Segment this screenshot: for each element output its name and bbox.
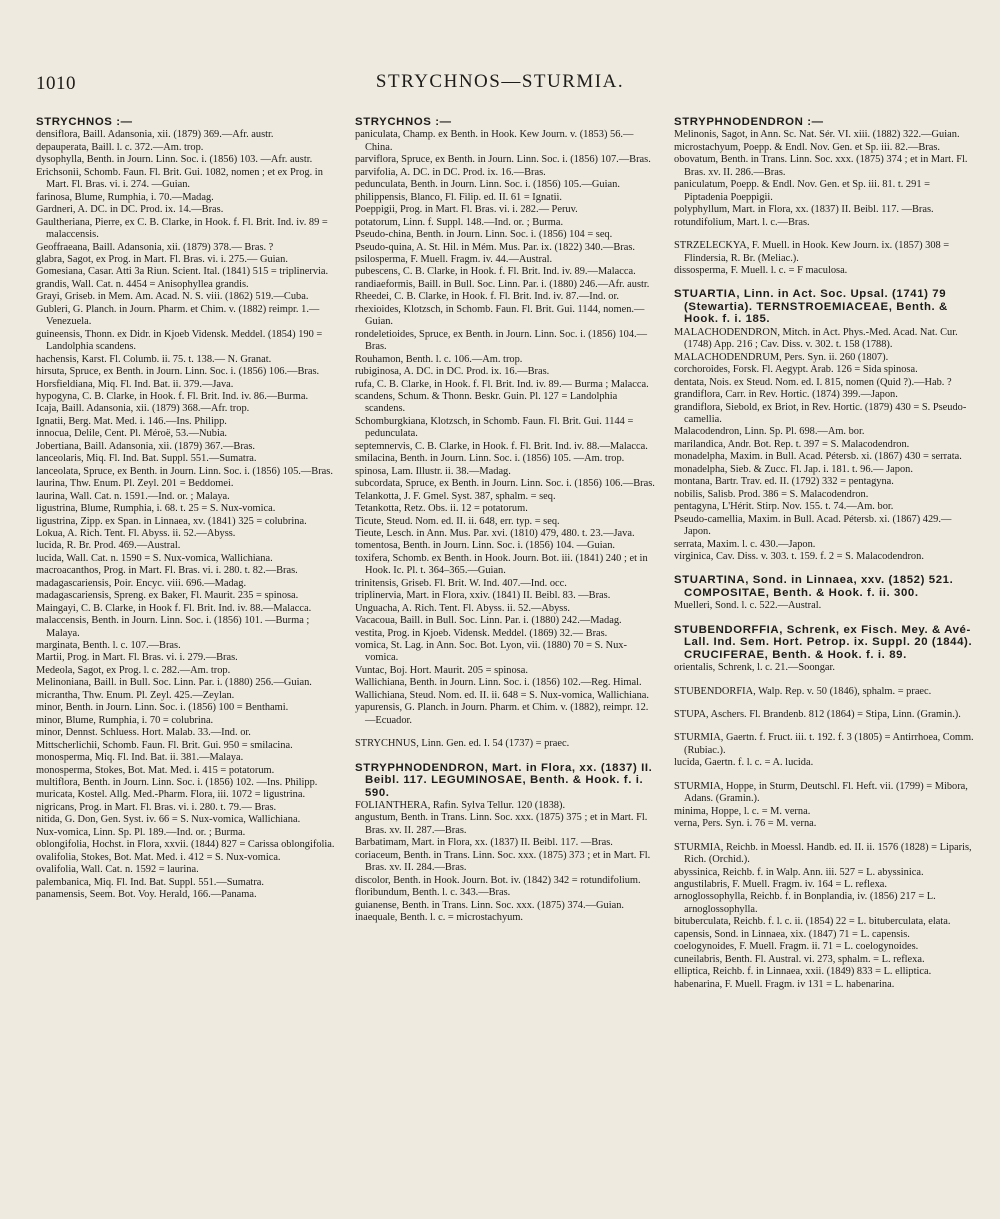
index-entry: STRZELECKYA, F. Muell. in Hook. Kew Journ. ix. (1857) 308 = Flindersia, R. Br. (Meliac.). [674,240,950,264]
index-entry: inaequale, Benth. l. c. = microstachyum. [355,912,524,924]
index-entry: lanceolaris, Miq. Fl. Ind. Bat. Suppl. 551.—Sumatra. [36,453,257,465]
index-entry: Schomburgkiana, Klotzsch, in Schomb. Faun. Fl. Brit. Gui. 1144 = pedunculata. [355,415,634,440]
index-entry: monosperma, Stokes, Bot. Mat. Med. i. 415 = potatorum. [36,764,275,776]
genus-heading: STUARTINA, Sond. in Linnaea, xxv. (1852) 521. COMPOSITAE, Benth. & Hook. f. ii. 300. [674,574,954,599]
index-entry: nigricans, Prog. in Mart. Fl. Bras. vi. i. 280. t. 79.— Bras. [36,801,277,813]
index-entry: palembanica, Miq. Fl. Ind. Bat. Suppl. 551.—Sumatra. [36,876,264,888]
index-entry: Gardneri, A. DC. in DC. Prod. ix. 14.—Bras. [36,204,224,216]
genus-heading: STUBENDORFFIA, Schrenk, ex Fisch. Mey. & Avé-Lall. Ind. Sem. Hort. Petrop. ix. Suppl. 20 (1844). CRUCIFERAE, Benth. & Hook. f. i. 89. [674,623,973,661]
index-entry: panamensis, Seem. Bot. Voy. Herald, 166.—Panama. [36,889,257,901]
index-entry: paniculatum, Poepp. & Endl. Nov. Gen. et Sp. iii. 81. t. 291 = Piptadenia Poeppigii. [674,179,930,203]
index-entry: STRYCHNUS, Linn. Gen. ed. I. 54 (1737) = praec. [355,738,570,750]
index-entry: marilandica, Andr. Bot. Rep. t. 397 = S. Malacodendron. [674,438,910,450]
entry-gap [674,721,976,732]
index-entry: minima, Hoppe, l. c. = M. verna. [674,805,811,817]
index-entry: minor, Benth. in Journ. Linn. Soc. i. (1856) 100 = Benthami. [36,702,289,714]
index-entry: Icaja, Baill. Adansonia, xii. (1879) 368.—Afr. trop. [36,403,250,415]
index-entry: STURMIA, Hoppe, in Sturm, Deutschl. Fl. Heft. vii. (1799) = Mibora, Adans. (Gramin.). [674,780,968,805]
index-entry: paniculata, Champ. ex Benth. in Hook. Kew Journ. v. (1853) 56.—China. [355,129,634,153]
index-entry: Ticute, Steud. Nom. ed. II. ii. 648, err. typ. = seq. [355,515,560,527]
index-entry: Maingayi, C. B. Clarke, in Hook f. Fl. Brit. Ind. iv. 88.—Malacca. [36,602,312,614]
index-entry: vestita, Prog. in Kjoeb. Vidensk. Meddel. (1869) 32.— Bras. [355,627,608,639]
entry-gap [674,563,976,574]
index-entry: Barbatimam, Mart. in Flora, xx. (1837) II. Beibl. 117. —Bras. [355,837,613,849]
index-entry: grandiflora, Carr. in Rev. Hortic. (1874) 399.—Japon. [674,389,898,401]
index-entry: grandis, Wall. Cat. n. 4454 = Anisophyllea grandis. [36,278,249,290]
index-entry: STUPA, Aschers. Fl. Brandenb. 812 (1864) = Stipa, Linn. (Gramin.). [674,709,961,721]
index-entry: lucida, Wall. Cat. n. 1590 = S. Nux-vomica, Wallichiana. [36,552,273,564]
index-entry: psilosperma, F. Muell. Fragm. iv. 44.—Austral. [355,253,553,265]
index-entry: pubescens, C. B. Clarke, in Hook. f. Fl. Brit. Ind. iv. 89.—Malacca. [355,266,636,278]
index-entry: dysophylla, Benth. in Journ. Linn. Soc. i. (1856) 103. —Afr. austr. [36,154,313,166]
index-entry: angustilabris, F. Muell. Fragm. iv. 164 = L. reflexa. [674,879,887,891]
index-entry: minor, Blume, Rumphia, i. 70 = colubrina. [36,714,214,726]
index-entry: floribundum, Benth. l. c. 343.—Bras. [355,887,511,899]
index-entry: angustum, Benth. in Trans. Linn. Soc. xxx. (1875) 375 ; et in Mart. Fl. Bras. xv. II. 287.—Bras. [355,812,648,836]
index-entry: malaccensis, Benth. in Journ. Linn. Soc. i. (1856) 101. —Burma ; Malaya. [36,615,310,639]
index-entry: vomica, St. Lag. in Ann. Soc. Bot. Lyon, vii. (1880) 70 = S. Nux-vomica. [355,640,627,664]
index-entry: lucida, Gaertn. f. l. c. = A. lucida. [674,757,814,769]
index-entry: Rouhamon, Benth. l. c. 106.—Am. trop. [355,353,523,365]
entry-gap [674,675,976,686]
index-entry: scandens, Schum. & Thonn. Beskr. Guin. Pl. 127 = Landolphia scandens. [355,390,618,415]
index-entry: Melinonis, Sagot, in Ann. Sc. Nat. Sér. VI. xiii. (1882) 322.—Guian. [674,129,960,141]
index-entry: philippensis, Blanco, Fl. Filip. ed. II. 61 = Ignatii. [355,191,563,203]
index-entry: Pseudo-quina, A. St. Hil. in Mém. Mus. Par. ix. (1822) 340.—Bras. [355,241,635,253]
index-entry: MALACHODENDRUM, Pers. Syn. ii. 260 (1807). [674,351,889,363]
index-entry: grandiflora, Siebold, ex Briot, in Rev. Hortic. (1879) 430 = S. Pseudo-camellia. [674,401,967,425]
index-entry: septemnervis, C. B. Clarke, in Hook. f. Fl. Brit. Ind. iv. 88.—Malacca. [355,440,648,452]
index-entry: tomentosa, Benth. in Journ. Linn. Soc. i. (1856) 104. —Guian. [355,540,616,552]
index-entry: laurina, Wall. Cat. n. 1591.—Ind. or. ; Malaya. [36,490,230,502]
index-entry: smilacina, Benth. in Journ. Linn. Soc. i. (1856) 105. —Am. trop. [355,453,625,465]
column-3 [674,116,976,991]
index-entry: multiflora, Benth. in Journ. Linn. Soc. i. (1856) 102. —Ins. Philipp. [36,777,318,789]
index-entry: cuneilabris, Benth. Fl. Austral. vi. 273, sphalm. = L. reflexa. [674,953,925,965]
index-entry: guianense, Benth. in Trans. Linn. Soc. xxx. (1875) 374.—Guian. [355,899,624,911]
column-1 [36,116,338,902]
genus-heading: STRYCHNOS :— [36,116,133,128]
index-entry: STURMIA, Gaertn. f. Fruct. iii. t. 192. f. 3 (1805) = Antirrhoea, Comm. (Rubiac.). [674,732,974,756]
index-entry: minor, Dennst. Schluess. Hort. Malab. 33.—Ind. or. [36,727,251,739]
genus-heading: STRYPHNODENDRON :— [674,116,824,128]
genus-heading: STUARTIA, Linn. in Act. Soc. Upsal. (1741) 79 (Stewartia). TERNSTROEMIACEAE, Benth. & Hook. f. i. 185. [674,288,948,326]
index-entry: glabra, Sagot, ex Prog. in Mart. Fl. Bras. vi. i. 275.— Guian. [36,253,288,265]
index-entry: hirsuta, Spruce, ex Benth. in Journ. Linn. Soc. i. (1856) 106.—Bras. [36,366,320,378]
index-entry: triplinervia, Mart. in Flora, xxiv. (1841) II. Beibl. 83. —Bras. [355,590,611,602]
index-entry: Gaultheriana, Pierre, ex C. B. Clarke, in Hook. f. Fl. Brit. Ind. iv. 89 = malaccensis. [36,216,328,241]
index-entry: ovalifolia, Wall. Cat. n. 1592 = laurina. [36,864,199,876]
index-entry: STUBENDORFIA, Walp. Rep. v. 50 (1846), sphalm. = praec. [674,685,932,697]
index-entry: Jobertiana, Baill. Adansonia, xii. (1879) 367.—Bras. [36,440,256,452]
index-entry: marginata, Benth. l. c. 107.—Bras. [36,640,181,652]
index-entry: Tieute, Lesch. in Ann. Mus. Par. xvi. (1810) 479, 480. t. 23.—Java. [355,527,635,539]
index-entry: Poeppigii, Prog. in Mart. Fl. Bras. vi. i. 282.— Peruv. [355,204,578,216]
entry-gap [674,277,976,288]
index-entry: STURMIA, Reichb. in Moessl. Handb. ed. II. ii. 1576 (1828) = Liparis, Rich. (Orchid.). [674,841,972,866]
index-entry: pedunculata, Benth. in Journ. Linn. Soc. i. (1856) 105.—Guian. [355,179,620,191]
index-entry: madagascariensis, Poir. Encyc. viii. 696.—Madag. [36,577,247,589]
index-entry: orientalis, Schrenk, l. c. 21.—Soongar. [674,662,836,674]
index-entry: habenarina, F. Muell. Fragm. iv 131 = L. habenarina. [674,978,895,990]
index-entry: Rheedei, C. B. Clarke, in Hook. f. Fl. Brit. Ind. iv. 87.—Ind. or. [355,291,619,303]
index-entry: rufa, C. B. Clarke, in Hook. f. Fl. Brit. Ind. iv. 89.— Burma ; Malacca. [355,378,649,390]
index-entry: rubiginosa, A. DC. in DC. Prod. ix. 16.—Bras. [355,366,550,378]
entry-gap [355,727,657,738]
index-entry: Geoffraeana, Baill. Adansonia, xii. (1879) 378.— Bras. ? [36,241,274,253]
index-entry: guineensis, Thonn. ex Didr. in Kjoeb Vidensk. Meddel. (1854) 190 = Landolphia scandens. [36,328,323,353]
genus-heading: STRYCHNOS :— [355,116,452,128]
entry-gap [674,229,976,240]
index-entry: Melinoniana, Baill. in Bull. Soc. Linn. Par. i. (1880) 256.—Guian. [36,677,312,689]
index-entry: lanceolata, Spruce, ex Benth. in Journ. Linn. Soc. i. (1856) 105.—Bras. [36,465,333,477]
index-entry: Vacacoua, Baill. in Bull. Soc. Linn. Par. i. (1880) 242.—Madag. [355,615,622,627]
index-entry: potatorum, Linn. f. Suppl. 148.—Ind. or. ; Burma. [355,216,564,228]
index-entry: Grayi, Griseb. in Mem. Am. Acad. N. S. viii. (1862) 519.—Cuba. [36,291,309,303]
index-entry: Malacodendron, Linn. Sp. Pl. 698.—Am. bor. [674,426,865,438]
index-entry: Vuntac, Boj. Hort. Maurit. 205 = spinosa. [355,664,528,676]
index-entry: muricata, Kostel. Allg. Med.-Pharm. Flora, iii. 1072 = ligustrina. [36,789,306,801]
index-entry: Horsfieldiana, Miq. Fl. Ind. Bat. ii. 379.—Java. [36,378,234,390]
index-entry: rondeletioides, Spruce, ex Benth. in Journ. Linn. Soc. i. (1856) 104.—Bras. [355,328,648,353]
index-entry: FOLIANTHERA, Rafin. Sylva Tellur. 120 (1838). [355,800,566,812]
index-entry: Lokua, A. Rich. Tent. Fl. Abyss. ii. 52.—Abyss. [36,527,236,539]
index-entry: trinitensis, Griseb. Fl. Brit. W. Ind. 407.—Ind. occ. [355,577,567,589]
index-entry: ovalifolia, Stokes, Bot. Mat. Med. i. 412 = S. Nux-vomica. [36,851,281,863]
index-entry: Erichsonii, Schomb. Faun. Fl. Brit. Gui. 1082, nomen ; et ex Prog. in Mart. Fl. Bras. vi. i. 274. —Guian. [36,166,323,191]
index-entry: verna, Pers. Syn. i. 76 = M. verna. [674,818,817,830]
index-entry: hypogyna, C. B. Clarke, in Hook. f. Fl. Brit. Ind. iv. 86.—Burma. [36,390,309,402]
index-entry: capensis, Sond. in Linnaea, xix. (1847) 71 = L. capensis. [674,928,910,940]
index-entry: parviflora, Spruce, ex Benth. in Journ. Linn. Soc. i. (1856) 107.—Bras. [355,154,651,166]
index-entry: ligustrina, Blume, Rumphia, i. 68. t. 25 = S. Nux-vomica. [36,503,276,515]
index-entry: monadelpha, Sieb. & Zucc. Fl. Jap. i. 181. t. 96.— Japon. [674,463,913,475]
index-entry: macroacanthos, Prog. in Mart. Fl. Bras. vi. i. 280. t. 82.—Bras. [36,565,298,577]
index-entry: Pseudo-china, Benth. in Journ. Linn. Soc. i. (1856) 104 = seq. [355,229,613,241]
index-entry: Muelleri, Sond. l. c. 522.—Austral. [674,600,822,612]
index-entry: Wallichiana, Benth. in Journ. Linn. Soc. i. (1856) 102.—Reg. Himal. [355,677,642,689]
index-entry: dentata, Nois. ex Steud. Nom. ed. I. 815, nomen (Quid ?).—Hab. ? [674,376,952,388]
index-entry: Martii, Prog. in Mart. Fl. Bras. vi. i. 279.—Bras. [36,652,238,664]
index-entry: coriaceum, Benth. in Trans. Linn. Soc. xxx. (1875) 373 ; et in Mart. Fl. Bras. xv. II. 284.—Bras. [355,849,651,874]
index-entry: Gubleri, G. Planch. in Journ. Pharm. et Chim. v. (1882) reimpr. 1.—Venezuela. [36,303,320,328]
entry-gap [674,770,976,781]
index-entry: randiaeformis, Baill. in Bull. Soc. Linn. Par. i. (1880) 246.—Afr. austr. [355,278,650,290]
index-entry: rotundifolium, Mart. l. c.—Bras. [674,216,810,228]
index-entry: oblongifolia, Hochst. in Flora, xxvii. (1844) 827 = Carissa oblongifolia. [36,839,335,851]
index-entry: ligustrina, Zipp. ex Span. in Linnaea, xv. (1841) 325 = colubrina. [36,515,307,527]
index-entry: depauperata, Baill. l. c. 372.—Am. trop. [36,141,204,153]
index-entry: Gomesiana, Casar. Atti 3a Riun. Scient. Ital. (1841) 515 = triplinervia. [36,266,329,278]
entry-gap [674,613,976,624]
index-entry: innocua, Delile, Cent. Pl. Méroë, 53.—Nubia. [36,428,228,440]
index-entry: corchoroides, Forsk. Fl. Aegypt. Arab. 126 = Sida spinosa. [674,364,918,376]
index-entry: densiflora, Baill. Adansonia, xii. (1879) 369.—Afr. austr. [36,129,274,141]
index-entry: parvifolia, A. DC. in DC. Prod. ix. 16.—Bras. [355,166,546,178]
index-entry: microstachyum, Poepp. & Endl. Nov. Gen. et Sp. iii. 82.—Bras. [674,141,940,153]
index-entry: montana, Bartr. Trav. ed. II. (1792) 332 = pentagyna. [674,476,894,488]
index-entry: Medeola, Sagot, ex Prog. l. c. 282.—Am. trop. [36,664,231,676]
entry-gap [674,831,976,842]
index-entry: pentagyna, L'Hérit. Stirp. Nov. 155. t. 74.—Am. bor. [674,501,894,513]
entry-gap [355,751,657,762]
index-entry: laurina, Thw. Enum. Pl. Zeyl. 201 = Beddomei. [36,478,234,490]
index-entry: micrantha, Thw. Enum. Pl. Zeyl. 425.—Zeylan. [36,689,235,701]
index-entry: Wallichiana, Steud. Nom. ed. II. ii. 648 = S. Nux-vomica, Wallichiana. [355,689,650,701]
index-entry: spinosa, Lam. Illustr. ii. 38.—Madag. [355,465,511,477]
index-entry: nobilis, Salisb. Prod. 386 = S. Malacodendron. [674,488,869,500]
index-entry: Pseudo-camellia, Maxim. in Bull. Acad. Pétersb. xi. (1867) 429.—Japon. [674,513,952,538]
index-entry: virginica, Cav. Diss. v. 303. t. 159. f. 2 = S. Malacodendron. [674,550,924,562]
index-entry: abyssinica, Reichb. f. in Walp. Ann. iii. 527 = L. abyssinica. [674,866,924,878]
index-entry: elliptica, Reichb. f. in Linnaea, xxii. (1849) 833 = L. elliptica. [674,966,932,978]
index-entry: subcordata, Spruce, ex Benth. in Journ. Linn. Soc. i. (1856) 106.—Bras. [355,478,655,490]
index-entry: bituberculata, Reichb. f. l. c. ii. (1854) 22 = L. bituberculata, elata. [674,916,951,928]
index-entry: arnoglossophylla, Reichb. f. in Bonplandia, iv. (1856) 217 = L. arnoglossophylla. [674,891,936,915]
entry-gap [674,698,976,709]
index-entry: dissosperma, F. Muell. l. c. = F maculosa. [674,264,848,276]
index-entry: hachensis, Karst. Fl. Columb. ii. 75. t. 138.— N. Granat. [36,353,272,365]
page-number: 1010 [36,73,76,94]
index-entry: discolor, Benth. in Hook. Journ. Bot. iv. (1842) 342 = rotundifolium. [355,874,641,886]
index-entry: MALACHODENDRON, Mitch. in Act. Phys.-Med. Acad. Nat. Cur. (1748) App. 216 ; Cav. Diss. v. 302. t. 158 (1788). [674,326,958,351]
genus-heading: STRYPHNODENDRON, Mart. in Flora, xx. (1837) II. Beibl. 117. LEGUMINOSAE, Benth. & Hook. f. i. 590. [355,761,653,799]
index-entry: nitida, G. Don, Gen. Syst. iv. 66 = S. Nux-vomica, Wallichiana. [36,814,301,826]
index-entry: Nux-vomica, Linn. Sp. Pl. 189.—Ind. or. ; Burma. [36,826,246,838]
index-entry: obovatum, Benth. in Trans. Linn. Soc. xxx. (1875) 374 ; et in Mart. Fl. Bras. xv. II. 286.—Bras. [674,154,968,178]
index-entry: coelogynoides, F. Muell. Fragm. ii. 71 = L. coelogynoides. [674,941,919,953]
index-entry: Telankotta, J. F. Gmel. Syst. 387, sphalm. = seq. [355,490,556,502]
index-entry: polyphyllum, Mart. in Flora, xx. (1837) II. Beibl. 117. —Bras. [674,204,934,216]
index-entry: madagascariensis, Spreng. ex Baker, Fl. Maurit. 235 = spinosa. [36,590,299,602]
index-entry: yapurensis, G. Planch. in Journ. Pharm. et Chim. v. (1882), reimpr. 12.—Ecuador. [355,702,649,726]
index-entry: lucida, R. Br. Prod. 469.—Austral. [36,540,181,552]
index-entry: rhexioides, Klotzsch, in Schomb. Faun. Fl. Brit. Gui. 1144, nomen.—Guian. [355,303,645,328]
index-entry: monadelpha, Maxim. in Bull. Acad. Pétersb. xi. (1867) 430 = serrata. [674,451,962,463]
index-entry: Unguacha, A. Rich. Tent. Fl. Abyss. ii. 52.—Abyss. [355,602,570,614]
index-entry: serrata, Maxim. l. c. 430.—Japon. [674,538,816,550]
index-entry: farinosa, Blume, Rumphia, i. 70.—Madag. [36,191,214,203]
index-entry: Ignatii, Berg. Mat. Med. i. 146.—Ins. Philipp. [36,415,227,427]
index-entry: monosperma, Miq. Fl. Ind. Bat. ii. 381.—Malaya. [36,752,244,764]
index-entry: toxifera, Schomb. ex Benth. in Hook. Journ. Bot. iii. (1841) 240 ; et in Hook. Ic. Pl. t. 364–365.—Guian. [355,552,648,577]
index-entry: Mittscherlichii, Schomb. Faun. Fl. Brit. Gui. 950 = smilacina. [36,739,293,751]
running-head: STRYCHNOS—STURMIA. [375,71,625,92]
index-entry: Tetankotta, Retz. Obs. ii. 12 = potatorum. [355,503,528,515]
column-2 [355,116,657,925]
